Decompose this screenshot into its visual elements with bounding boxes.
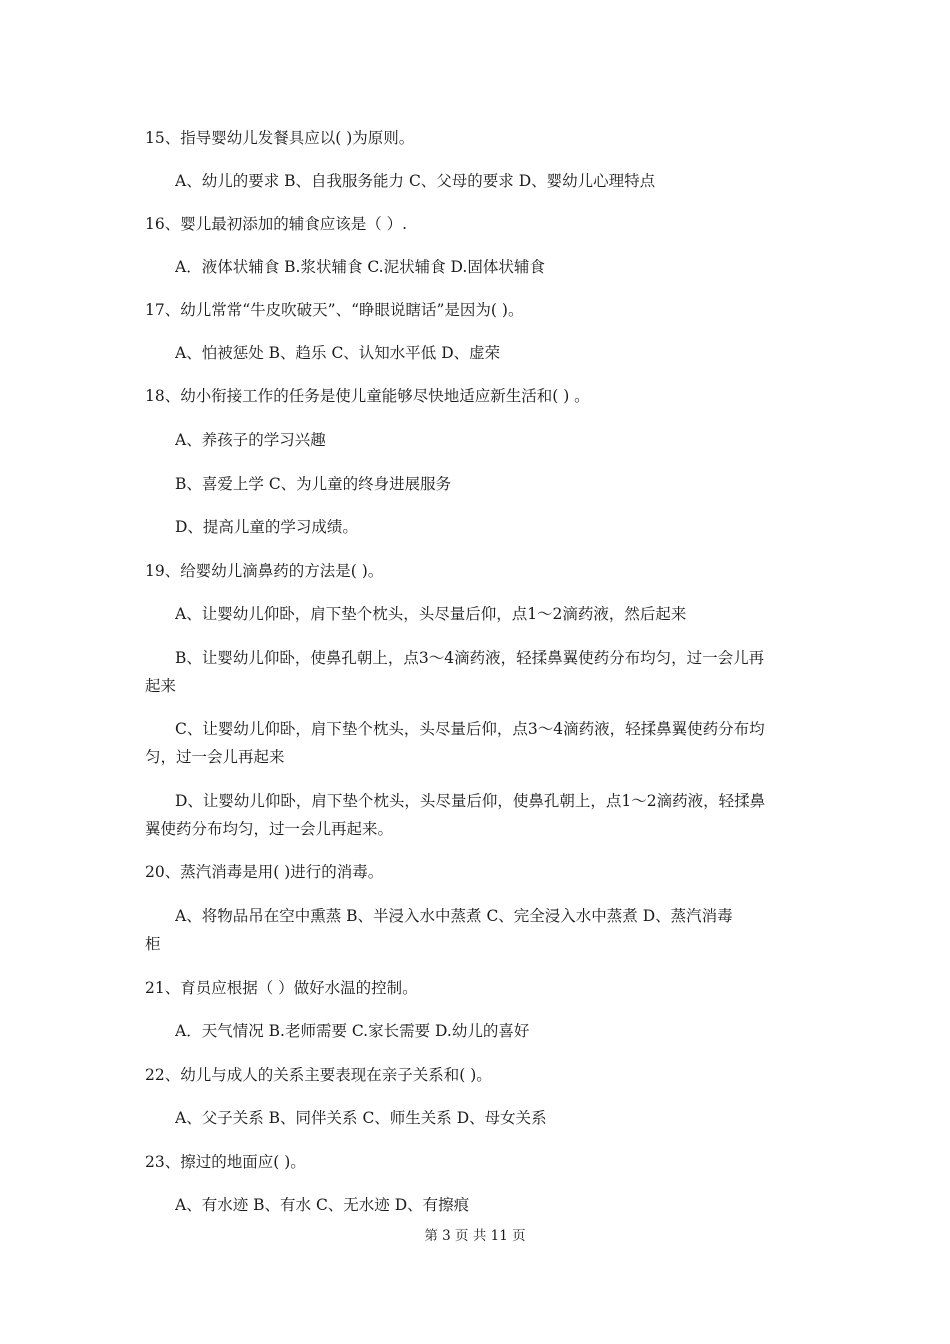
question-19-option-b: B、让婴幼儿仰卧，使鼻孔朝上，点3～4滴药液，轻揉鼻翼使药分布均匀，过一会儿再	[175, 649, 765, 667]
question-18-option-d: D、提高儿童的学习成绩。	[175, 518, 358, 536]
question-15-stem: 15、指导婴幼儿发餐具应以( )为原则。	[145, 129, 415, 147]
question-18-option-bc: B、喜爱上学 C、为儿童的终身进展服务	[175, 475, 452, 493]
question-18-option-a: A、养孩子的学习兴趣	[175, 431, 326, 449]
question-17-options: A、怕被惩处 B、趋乐 C、认知水平低 D、虚荣	[175, 344, 501, 362]
question-23-options: A、有水迹 B、有水 C、无水迹 D、有擦痕	[175, 1196, 470, 1214]
question-17-stem: 17、幼儿常常“牛皮吹破天”、“睁眼说瞎话”是因为( )。	[145, 301, 524, 319]
question-20-options-cont: 柜	[145, 935, 161, 953]
question-15-options: A、幼儿的要求 B、自我服务能力 C、父母的要求 D、婴幼儿心理特点	[175, 172, 656, 190]
question-19-option-b-cont: 起来	[145, 677, 177, 695]
question-19-option-d: D、让婴幼儿仰卧，肩下垫个枕头，头尽量后仰，使鼻孔朝上，点1～2滴药液，轻揉鼻	[175, 792, 766, 810]
question-20-options: A、将物品吊在空中熏蒸 B、半浸入水中蒸煮 C、完全浸入水中蒸煮 D、蒸汽消毒	[175, 907, 733, 925]
page-number: 第 3 页 共 11 页	[424, 1228, 526, 1244]
question-19-stem: 19、给婴幼儿滴鼻药的方法是( )。	[145, 562, 384, 580]
question-21-stem: 21、育员应根据（ ）做好水温的控制。	[145, 979, 418, 997]
question-19-option-c: C、让婴幼儿仰卧，肩下垫个枕头，头尽量后仰，点3～4滴药液，轻揉鼻翼使药分布均	[175, 720, 765, 738]
question-22-stem: 22、幼儿与成人的关系主要表现在亲子关系和( )。	[145, 1066, 492, 1084]
question-19-option-a: A、让婴幼儿仰卧，肩下垫个枕头，头尽量后仰，点1～2滴药液，然后起来	[175, 605, 687, 623]
question-19-option-c-cont: 匀，过一会儿再起来	[145, 748, 285, 766]
question-16-options: A．液体状辅食 B.浆状辅食 C.泥状辅食 D.固体状辅食	[175, 258, 545, 276]
question-19-option-d-cont: 翼使药分布均匀，过一会儿再起来。	[145, 820, 394, 838]
question-20-stem: 20、蒸汽消毒是用( )进行的消毒。	[145, 863, 384, 881]
question-21-options: A．天气情况 B.老师需要 C.家长需要 D.幼儿的喜好	[175, 1022, 530, 1040]
question-22-options: A、父子关系 B、同伴关系 C、师生关系 D、母女关系	[175, 1109, 547, 1127]
question-23-stem: 23、擦过的地面应( )。	[145, 1153, 306, 1171]
question-18-stem: 18、幼小衔接工作的任务是使儿童能够尽快地适应新生活和( ) 。	[145, 387, 590, 405]
question-16-stem: 16、婴儿最初添加的辅食应该是（ ）.	[145, 215, 408, 233]
